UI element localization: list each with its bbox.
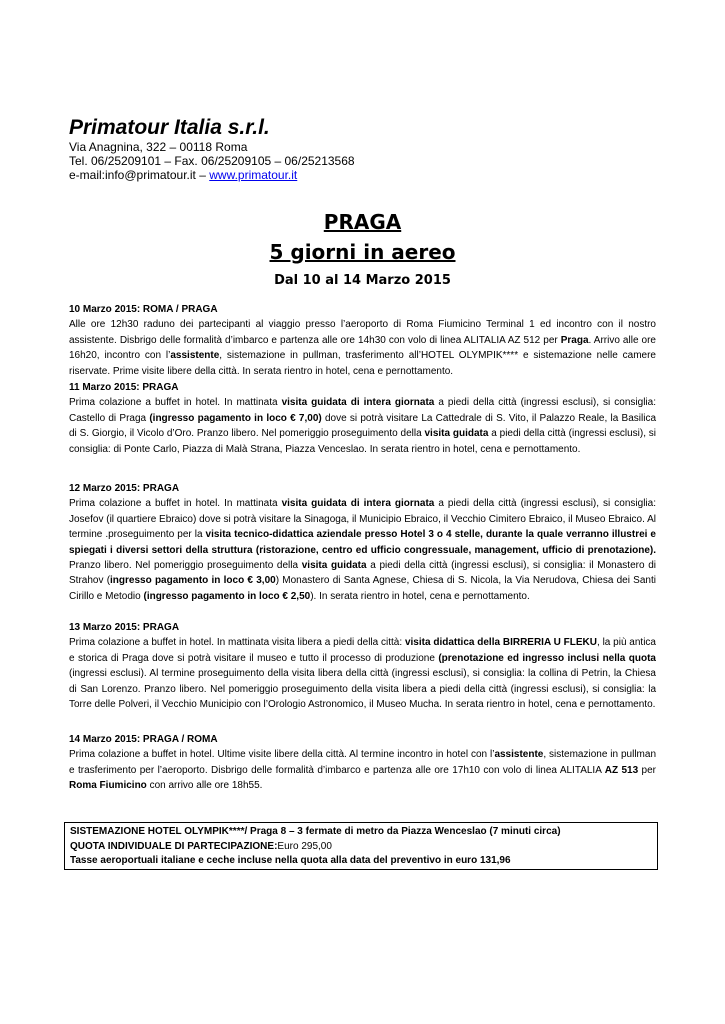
day-heading: 12 Marzo 2015: PRAGA: [69, 483, 180, 494]
bold-text: (ingresso pagamento in loco € 7,00): [149, 412, 322, 424]
quota-value: Euro 295,00: [277, 840, 332, 852]
bold-text: Praga: [560, 334, 589, 346]
day-section: [69, 380, 656, 457]
quota-label: QUOTA INDIVIDUALE DI PARTECIPAZIONE:: [70, 840, 278, 852]
text-run: Prima colazione a buffet in hotel. Ultime visite libere della città. Al termine incontro in hotel con l’: [69, 749, 495, 761]
bold-text: visita guidata: [424, 428, 489, 440]
text-run: a piedi della città (ingressi esclusi), si consiglia: Castello di Praga: [69, 397, 656, 424]
bold-text: visita guidata di intera giornata: [281, 498, 435, 510]
text-run: . Arrivo alle ore 16h20, incontro con l’: [69, 334, 656, 362]
hotel-info: SISTEMAZIONE HOTEL OLYMPIK****/ Praga 8 – 3 fermate di metro da Piazza Wenceslao (7 minuti circa): [70, 826, 561, 837]
text-run: Alle ore 12h30 raduno dei partecipanti al viaggio presso l’aeroporto di Roma Fiumicino Terminal 1 ed incontro con il nostro assistente. Disbrigo delle formalità d’imbarco e partenza alle ore 14h30 con volo di linea ALITALIA AZ 512 per: [69, 319, 656, 346]
day-section: [69, 620, 656, 712]
bold-text: visita didattica della BIRRERIA U FLEKU: [404, 637, 597, 649]
bold-text: AZ 513: [604, 764, 639, 776]
day-heading: 14 Marzo 2015: PRAGA / ROMA: [69, 734, 218, 745]
day-heading: 11 Marzo 2015: PRAGA: [69, 382, 179, 393]
day-description: [69, 317, 656, 379]
company-address: Via Anagnina, 322 – 00118 Roma: [69, 140, 248, 154]
company-phones: Tel. 06/25209101 – Fax. 06/25209105 – 06/25213568: [69, 154, 355, 168]
bold-text: visita guidata: [301, 560, 367, 572]
hotel-line: [70, 825, 652, 840]
quota-line: [70, 840, 652, 855]
company-email: e-mail:info@primatour.it –: [69, 168, 210, 182]
bold-text: assistente: [170, 350, 220, 362]
text-run: Prima colazione a buffet in hotel. In mattinata visita libera a piedi della città:: [69, 637, 405, 649]
text-run: a piedi della città (ingressi esclusi), si consiglia: Josefov (il quartiere Ebraico) dove si potrà visitare la Sinagoga, il Municipio Ebraico, il Vecchio Cimitero Ebraico, il Museo Ebraico. Al termine .proseguimento per la: [69, 498, 656, 541]
day-heading: 10 Marzo 2015: ROMA / PRAGA: [69, 304, 218, 315]
text-run: ). In serata rientro in hotel, cena e pernottamento.: [310, 590, 530, 602]
text-run: , sistemazione in pullman, trasferimento all’HOTEL OLYMPIK**** e sistemazione nelle camere riservate. Prime visite libere della città. In serata rientro in hotel, cena e pernottamento.: [69, 350, 656, 377]
text-run: Prima colazione a buffet in hotel. In mattinata: [69, 498, 282, 510]
company-email-line: [69, 168, 489, 183]
day-section: [69, 481, 656, 604]
text-run: , sistemazione in pullman e trasferimento per l’aeroporto. Disbrigo delle formalità d’imbarco e partenza alle ore 17h10 con volo di linea ALITALIA: [69, 749, 657, 776]
text-run: a piedi della città (ingressi esclusi), si consiglia: il Monastero di Strahov (: [69, 560, 656, 587]
bold-text: (prenotazione ed ingresso inclusi nella quota: [438, 652, 656, 664]
text-run: (ingressi esclusi). Al termine proseguimento della visita libera della città (ingressi esclusi), si consiglia: la collina di Petrin, la Chiesa di San Lorenzo. Pranzo libero. Nel pomeriggio proseguimento della visita libera a piedi della città (ingressi esclusi), si consiglia: la Torre delle Polveri, il Vecchio Municipio con l’Orologio Astronomico, il Museo Mucha. In serata rientro in hotel, cena e pernottamento.: [69, 668, 656, 711]
text-run: , la più antica e storica di Praga dove si potrà visitare il museo e tutto il processo di produzione: [69, 637, 656, 664]
text-run: Prima colazione a buffet in hotel. In mattinata: [69, 397, 282, 409]
trip-duration: 5 giorni in aereo: [269, 240, 456, 264]
taxes-line: [70, 854, 652, 869]
day-description: [69, 635, 656, 712]
website-link[interactable]: www.primatour.it: [209, 168, 298, 182]
company-name: Primatour Italia s.r.l.: [69, 116, 270, 139]
bold-text: (ingresso pagamento in loco € 2,50: [143, 590, 311, 602]
bold-text: visita guidata di intera giornata: [281, 397, 435, 409]
bold-text: Roma Fiumicino: [69, 780, 147, 792]
day-description: [69, 496, 656, 604]
summary-box: [64, 822, 658, 870]
text-run: a piedi della città (ingressi esclusi), si consiglia: di Ponte Carlo, Piazza di Malà Strana, Piazza Venceslao. In serata rientro in hotel, cena e pernottamento.: [69, 428, 657, 455]
text-run: per: [638, 764, 657, 776]
text-run: Pranzo libero. Nel pomeriggio proseguimento della: [69, 560, 302, 572]
bold-text: visita tecnico-didattica aziendale presso Hotel 3 o 4 stelle, durante la quale verranno illustrei e spiegati i diversi settori della struttura (ristorazione, centro ed ufficio congressuale, management, ufficio di prenotazione).: [69, 529, 656, 556]
trip-dates: Dal 10 al 14 Marzo 2015: [274, 273, 451, 288]
text-run: dove si potrà visitare La Cattedrale di S. Vito, il Palazzo Reale, la Basilica di S. Giorgio, il Vicolo d’Oro. Pranzo libero. Nel pomeriggio proseguimento della: [69, 412, 657, 440]
text-run: ) Monastero di Santa Agnese, Chiesa di S. Nicola, la Via Nerudova, Chiesa dei Santi Cirillo e Metodio: [69, 575, 656, 602]
day-heading: 13 Marzo 2015: PRAGA: [69, 622, 180, 633]
bold-text: ingresso pagamento in loco € 3,00: [110, 575, 276, 587]
taxes-info: Tasse aeroportuali italiane e ceche incluse nella quota alla data del preventivo in euro 131,96: [70, 855, 511, 866]
trip-destination: PRAGA: [323, 210, 402, 234]
day-description: [69, 747, 656, 793]
day-section: [69, 732, 656, 794]
bold-text: assistente: [494, 749, 544, 761]
text-run: con arrivo alle ore 18h55.: [146, 780, 263, 792]
day-section: [69, 302, 656, 379]
day-description: [69, 395, 656, 457]
